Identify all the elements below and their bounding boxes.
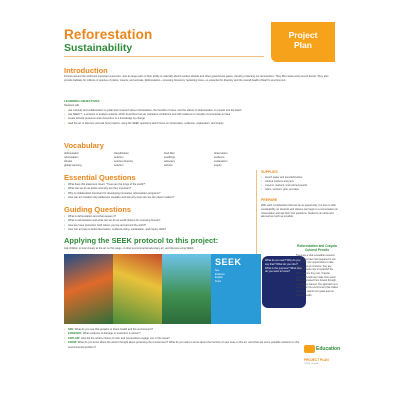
vocabulary-grid <box>64 152 264 168</box>
vocab-word: food fiber <box>164 152 175 155</box>
list-item: • use SEEK™, a protocol to analyze artwork, which describes how art maintains confidence and with evidence to visually communicate an idea <box>64 113 336 117</box>
vocab-word: global warming <box>64 164 82 167</box>
vocab-word: observation <box>214 152 228 155</box>
prepare-text: With each consideration that can be an opportunity, it is time to offer sustainability, as students and classes can begin to a conversation on reforestation and ask their own questions. Students can draw and ask leaf as much as possible. <box>261 204 338 219</box>
guiding-questions-list <box>64 215 254 232</box>
footer-project-plan: PROJECT PLAN <box>304 358 329 362</box>
essential-questions-heading: Essential Questions <box>64 173 136 182</box>
seek-step-label: SEE: <box>68 328 75 331</box>
essential-questions-list <box>64 183 254 200</box>
seek-step-label: EXPLAIN: <box>68 336 81 340</box>
artwork-image-3 <box>162 254 212 324</box>
list-item: • What does this statement mean: "Trees are the lungs of the world?" <box>64 183 254 187</box>
crayola-info-text: Trees are a vital renewable resource. Many trees have had prepared to use every day. Our opportunities to take and not just to consume; they are making forests use to replenish the forests where they can. Crayola Colored Pencils are made from wood that is reforested from forests through sustainable harvest. Our approach is to look out for the environment that makes trees that support our goals and our planet's health. <box>296 254 338 297</box>
list-item <box>64 341 316 350</box>
introduction-text: Forests around the world are important resources. Just as large parts of their ability to naturally absorb carbon dioxide and other greenhouse gases, thereby protecting our atmosphere. They filter water and prevent floods. They also provide habitats for millions of species of plants, insects, and animals. Reforestation—renewing forests by replanting trees—is essential for diversity and the overall health of Earth's environment. <box>64 75 329 82</box>
page-subtitle: Sustainability <box>64 42 133 54</box>
vocab-word: activism <box>114 164 124 167</box>
footer-copyright: ©2021 Crayola <box>304 363 319 365</box>
list-item: • read the art to discover and ask how projects, using the SEEK questions which focus on observation, evidence, explanation, and inquiry <box>64 122 336 126</box>
prepare-heading: PREPARE <box>261 198 278 202</box>
seek-question-bubble: What do you see? Why do you say that? What do you infer? What is the purpose? What else do you want to know? <box>262 256 306 308</box>
seek-graphic <box>211 254 261 324</box>
list-item: • What is deforestation and what causes it? <box>64 215 254 219</box>
objectives-heading: LEARNING OBJECTIVES <box>64 99 100 103</box>
project-plan-badge <box>271 22 335 62</box>
vocab-word: reforestation <box>64 156 79 159</box>
apply-seek-heading: Applying the SEEK protocol to this project: <box>64 236 219 245</box>
badge-line-2: Plan <box>294 40 312 50</box>
list-item: • How are trees protected, both where you live and around the world? <box>64 224 254 228</box>
list-item: • crayons, markers, and colored pencils <box>261 184 338 188</box>
education-logo-text: Education <box>316 346 341 352</box>
vocab-word: evidence <box>214 156 225 159</box>
crayola-info-heading: Reforestation and Crayola Colored Pencils <box>297 244 337 252</box>
crayola-info-column <box>296 244 338 297</box>
supplies-list <box>261 176 338 192</box>
list-item: • colored markers and pens <box>261 180 338 184</box>
seek-line: See <box>215 269 220 272</box>
introduction-heading: Introduction <box>64 66 108 75</box>
vocab-word: explanation <box>214 160 228 163</box>
list-item: • What can we do as artists and why are they important? <box>64 187 254 191</box>
vocab-word: classification <box>114 152 129 155</box>
vocab-word: deforestation <box>64 152 79 155</box>
seek-title: SEEK <box>215 257 242 267</box>
list-item: • How can art help to build observation, evidence-citing, explanation, and inquiry skills? <box>64 228 254 232</box>
badge-line-1: Project <box>288 30 318 40</box>
list-item: • rulers, scissors, glue, and tape <box>261 188 338 192</box>
crayola-logo-icon <box>304 345 315 353</box>
seek-line: Evidence <box>215 272 225 276</box>
vocab-word: seedlings <box>164 156 175 159</box>
page-title: Reforestation <box>64 27 153 42</box>
seek-line: Explain <box>215 276 223 280</box>
artwork-image-2 <box>113 254 163 324</box>
seek-lines <box>215 269 257 283</box>
list-item: • How can art-creation help audiences visualize and ask why trees are are the planet matters? <box>64 196 254 200</box>
seek-step-text: What do you know about the artist's thought about protecting the environment? What do you want to know about the function of new trees in this art, and what are some possible solutions to this environmental problem? <box>68 341 300 349</box>
vocab-word: artivism <box>164 164 173 167</box>
seek-step-label: EVIDENCE: <box>68 332 83 336</box>
vocab-word: inquiry <box>214 164 222 167</box>
seek-step-label: KNOW: <box>68 341 78 345</box>
seek-steps-list <box>64 328 316 350</box>
seek-step-text: What do you see that pertains to forest health and the environment? <box>74 328 153 331</box>
vocab-word: activism <box>114 156 124 159</box>
objectives-intro: Students will: <box>64 104 80 107</box>
apply-seek-subtext: Ask children to look closely at the art on this page, or other environmental advocacy art, and discuss using SEEK. <box>64 247 195 250</box>
guiding-questions-heading: Guiding Questions <box>64 205 132 214</box>
title-divider <box>64 56 264 57</box>
artwork-image-1 <box>64 254 114 324</box>
list-item: • Why is collaboration important for developing innovative reforestation programs? <box>64 192 254 196</box>
vocab-word: climate <box>64 160 73 163</box>
list-item: • create artwork presence and connection to a knowledge by change <box>64 117 336 121</box>
list-item: • sketch paper and pencils/brushes <box>261 176 338 180</box>
list-item: • use curiosity and collaboration to guide their research about reforestation, the benefits of trees, and the effects of deforestation on people and the Earth <box>64 109 336 113</box>
vocab-word: species diversity <box>114 160 134 163</box>
objectives-list <box>64 109 336 126</box>
seek-step-text: What evidence of damage or protection is shown? <box>82 332 141 336</box>
seek-line: Know <box>215 279 221 283</box>
vocab-word: advocacy <box>164 160 175 163</box>
vocabulary-heading: Vocabulary <box>64 141 104 150</box>
seek-step-text: How did the artist's choice of color and composition engage you in this issue? <box>80 336 170 340</box>
supplies-heading: SUPPLIES <box>261 170 278 174</box>
list-item: • What is reforestation and what can we do as world citizens for renewing forests? <box>64 219 254 223</box>
